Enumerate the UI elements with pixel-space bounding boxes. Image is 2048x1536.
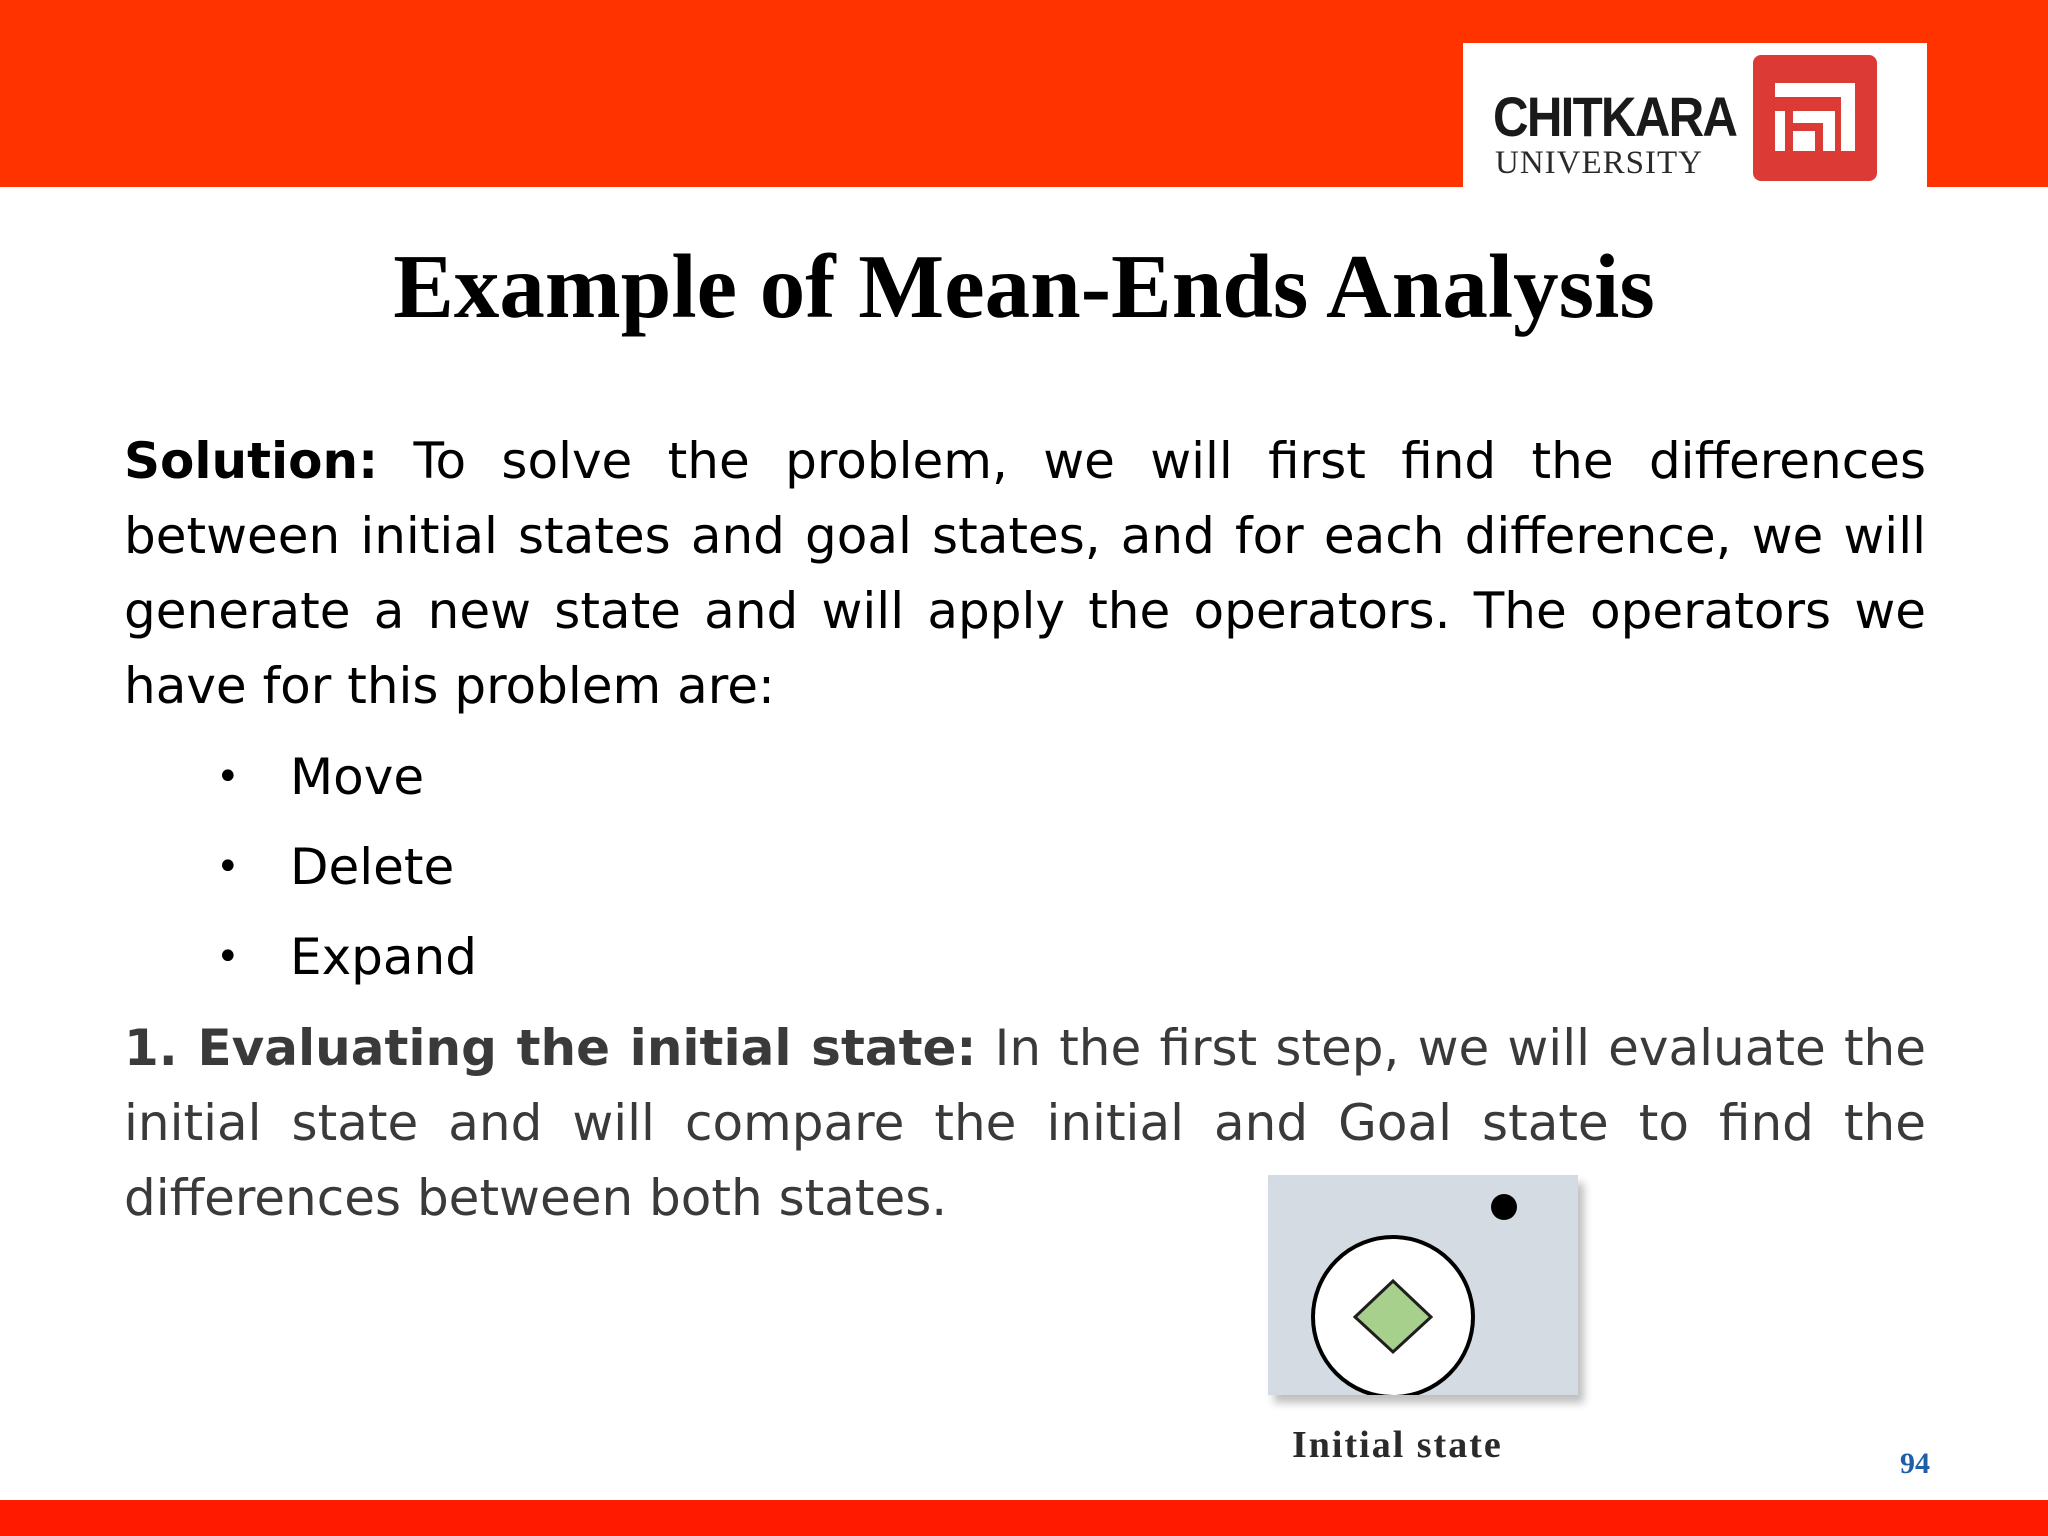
initial-state-figure — [1268, 1175, 1600, 1475]
operator-label: Move — [290, 748, 425, 806]
bullet-icon: • — [216, 934, 240, 980]
page-number: 94 — [1900, 1447, 1930, 1480]
list-item — [210, 740, 477, 830]
step1-text: In the first step, we will evaluate the initial state and will compare the initial and Goal state to find the differences between both states. — [124, 1019, 1926, 1227]
solution-lead: Solution: — [124, 432, 379, 490]
logo-mark-icon — [1753, 55, 1877, 181]
bullet-icon: • — [216, 844, 240, 890]
step1-lead: 1. Evaluating the initial state: — [124, 1019, 977, 1077]
logo-wordmark: CHITKARA — [1493, 85, 1737, 148]
university-logo — [1463, 43, 1927, 187]
logo-subtitle: UNIVERSITY — [1495, 145, 1703, 181]
footer-band — [0, 1500, 2048, 1536]
bullet-icon: • — [216, 754, 240, 800]
figure-panel — [1268, 1175, 1578, 1395]
operator-label: Delete — [290, 838, 455, 896]
initial-state-diagram — [1268, 1175, 1578, 1395]
solution-paragraph — [124, 424, 1926, 724]
solution-text: To solve the problem, we will first find the differences between initial states and goal states, and for each difference, we will generate a new state and will apply the operators. The operators we have for this problem are: — [124, 432, 1926, 715]
operator-label: Expand — [290, 928, 477, 986]
list-item — [210, 830, 477, 920]
dot-icon — [1491, 1194, 1517, 1220]
step1-paragraph — [124, 1011, 1926, 1236]
list-item — [210, 920, 477, 1010]
operators-list — [210, 740, 477, 1010]
figure-caption: Initial state — [1292, 1424, 1503, 1466]
slide-title: Example of Mean-Ends Analysis — [393, 236, 1655, 337]
